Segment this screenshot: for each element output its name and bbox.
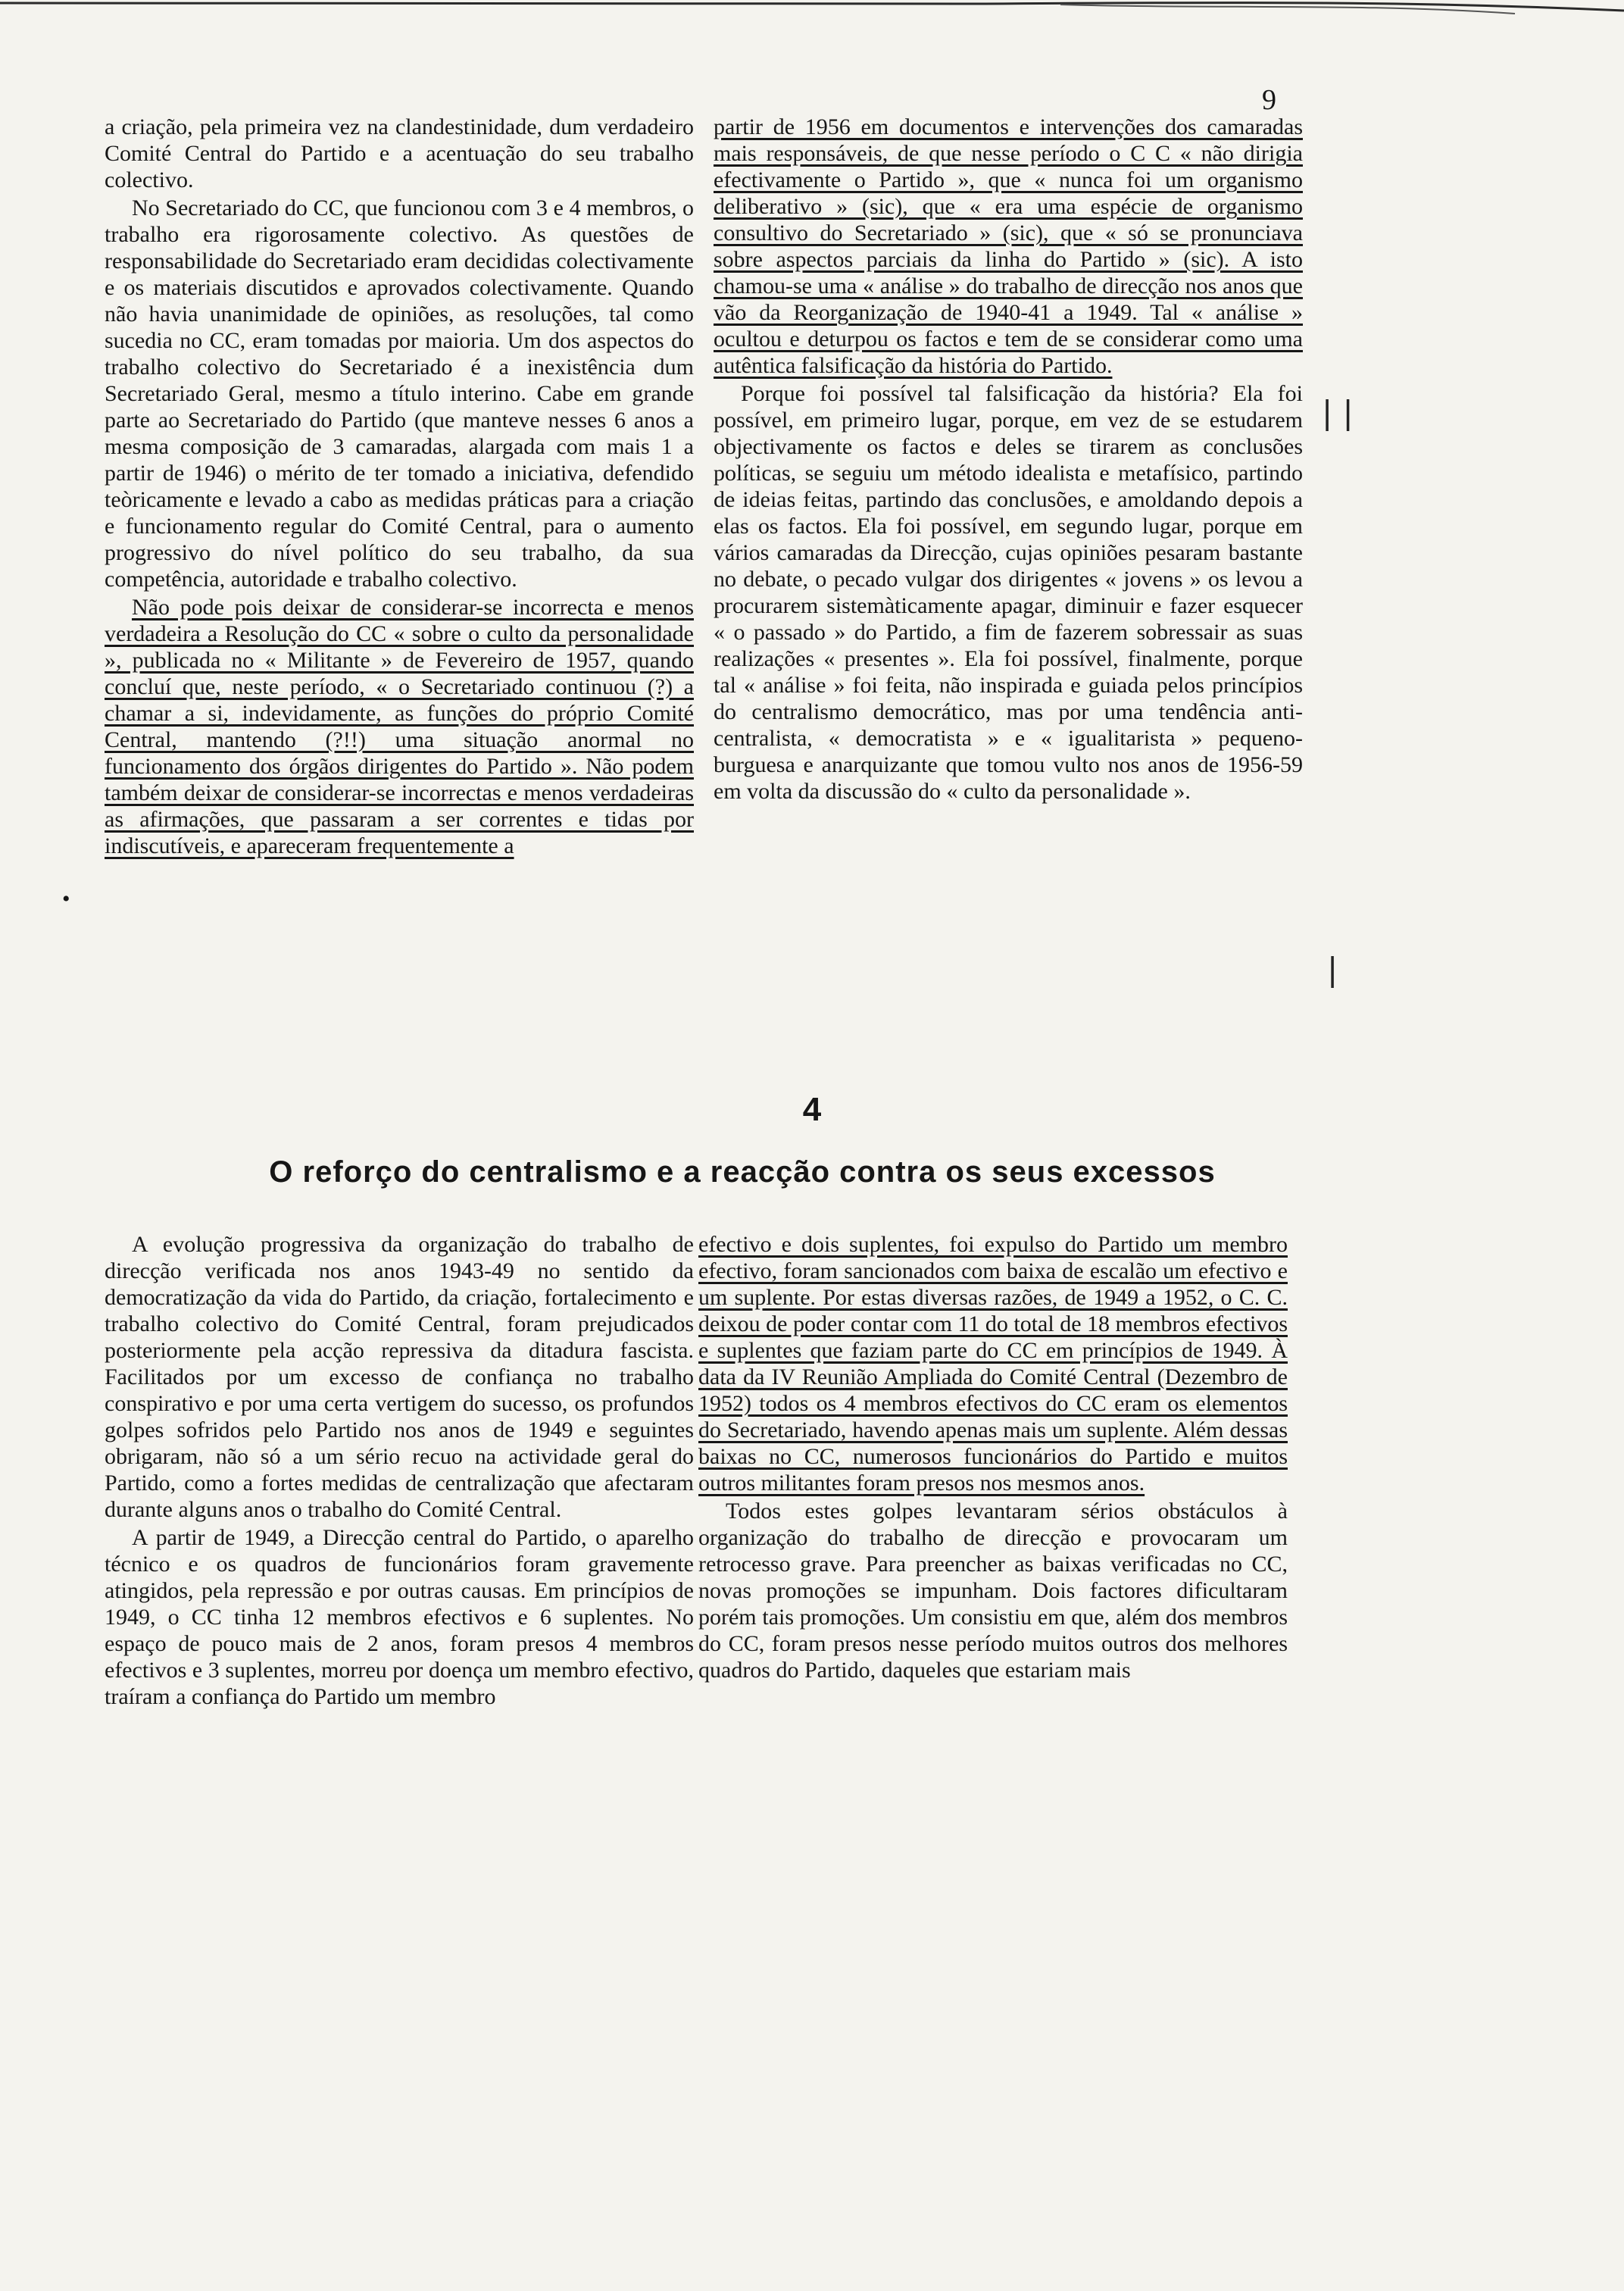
paragraph: Porque foi possível tal falsificação da história? Ela foi possível, em primeiro lugar, porque, em vez de se estudarem objectivamente os factos e deles se tirarem as conclusões políticas, se seguiu um método idealista e metafísico, partindo de ideias feitas, partindo das conclusões, e amoldando depois a elas os factos. Ela foi possível, em segundo lugar, porque em vários camaradas da Direcção, cujas opiniões pesaram bastante no debate, o pecado vulgar dos dirigentes « jovens » os levou a procurarem sistemàticamente apagar, diminuir e fazer esquecer « o passado » do Partido, a fim de fazerem sobressair as suas realizações « presentes ». Ela foi possível, finalmente, porque tal « análise » foi feita, não inspirada e guiada pelos princípios do centralismo democrático, mas por uma tendência anti-centralista, « democratista » e « igualitarista » pequeno-burguesa e anarquizante que tomou vulto nos anos de 1956-59 em volta da discussão do « culto da personalidade ». <box>714 381 1303 804</box>
paragraph: No Secretariado do CC, que funcionou com 3 e 4 membros, o trabalho era rigorosamente colectivo. As questões de responsabilidade do Secretariado eram decididas colectivamente e os materiais discutidos e aprovados colectivamente. Quando não havia unanimidade de opiniões, as resoluções, tal como sucedia no CC, eram tomadas por maioria. Um dos aspectos do trabalho colectivo do Secretariado é a inexistência dum Secretariado Geral, mesmo a título interino. Cabe em grande parte ao Secretariado do Partido (que manteve nesses 6 anos a mesma composição de 3 camaradas, alargada com mais 1 a partir de 1946) o mérito de ter tomado a iniciativa, defendido teòricamente e levado a cabo as medidas práticas para a criação e funcionamento regular do Comité Central, para o aumento progressivo do nível político do seu trabalho, da sua competência, autoridade e trabalho colectivo. <box>105 195 694 592</box>
paragraph: Todos estes golpes levantaram sérios obstáculos à organização do trabalho de direcção e provocaram um retrocesso grave. Para preencher as baixas verificadas no CC, novas promoções se impunham. Dois factores dificultaram porém tais promoções. Um consistiu em que, além dos membros do CC, foram presos nesse período muitos outros dos melhores quadros do Partido, daqueles que estariam mais <box>698 1499 1288 1683</box>
margin-mark: | <box>1327 951 1338 988</box>
paragraph: A partir de 1949, a Direcção central do Partido, o aparelho técnico e os quadros de funcionários foram gravemente atingidos, pela repressão e por outras causas. Em princípios de 1949, o CC tinha 12 membros efectivos e 6 suplentes. No espaço de pouco mais de 2 anos, foram presos 4 membros efectivos e 3 suplentes, morreu por doença um membro efectivo, traíram a confiança do Partido um membro <box>105 1525 694 1709</box>
page-number: 9 <box>1262 84 1276 116</box>
bottom-right-column <box>698 1231 1288 1683</box>
top-left-column <box>105 114 694 859</box>
paragraph-underlined: efectivo e dois suplentes, foi expulso do Partido um membro efectivo, foram sancionados com baixa de escalão um efectivo e um suplente. Por estas diversas razões, de 1949 a 1952, o C. C. deixou de poder contar com 11 do total de 18 membros efectivos e suplentes que faziam parte do CC em princípios de 1949. À data da IV Reunião Ampliada do Comité Central (Dezembro de 1952) todos os 4 membros efectivos do CC eram os elementos do Secretariado, havendo apenas mais um suplente. Além dessas baixas no CC, numerosos funcionários do Partido e muitos outros militantes foram presos nos mesmos anos. <box>698 1232 1288 1496</box>
paragraph-underlined: Não pode pois deixar de considerar-se incorrecta e menos verdadeira a Resolução do CC « sobre o culto da personalidade », publicada no « Militante » de Fevereiro de 1957, quando concluí que, neste período, « o Secretariado continuou (?) a chamar a si, indevidamente, as funções do próprio Comité Central, mantendo (?!!) uma situação anormal no funcionamento dos órgãos dirigentes do Partido ». Não podem também deixar de considerar-se incorrectas e menos verdadeiras as afirmações, que passaram a ser correntes e tidas por indiscutíveis, e apareceram frequentemente a <box>105 595 694 858</box>
margin-mark: | | <box>1322 394 1354 431</box>
paragraph-underlined: partir de 1956 em documentos e intervenções dos camaradas mais responsáveis, de que nesse período o C C « não dirigia efectivamente o Partido », que « nunca foi um organismo deliberativo » (sic), que « era uma espécie de organismo consultivo do Secretariado » (sic), que « só se pronunciava sobre aspectos parciais da linha do Partido » (sic). A isto chamou-se uma « análise » do trabalho de direcção nos anos que vão da Reorganização de 1940-41 a 1949. Tal « análise » ocultou e deturpou os factos e tem de se considerar como uma autêntica falsificação da história do Partido. <box>714 114 1303 378</box>
scan-edge-artifact <box>0 0 1624 23</box>
section-title: O reforço do centralismo e a reacção contra os seus excessos <box>269 1155 1216 1189</box>
bottom-left-column <box>105 1231 694 1710</box>
paragraph: A evolução progressiva da organização do trabalho de direcção verificada nos anos 1943-49 no sentido da democratização da vida do Partido, da criação, fortalecimento e trabalho colectivo do Comité Central, foram prejudicados posteriormente pela acção repressiva da ditadura fascista. Facilitados por um excesso de confiança no trabalho conspirativo e por uma certa vertigem do sucesso, os profundos golpes sofridos pelo Partido nos anos de 1949 e seguintes obrigaram, não só a um sério recuo na actividade geral do Partido, como a fortes medidas de centralização que afectaram durante alguns anos o trabalho do Comité Central. <box>105 1232 694 1522</box>
top-right-column <box>714 114 1303 805</box>
margin-mark: • <box>62 886 70 911</box>
section-number: 4 <box>802 1091 822 1128</box>
paragraph: a criação, pela primeira vez na clandestinidade, dum verdadeiro Comité Central do Partido e a acentuação do seu trabalho colectivo. <box>105 114 694 192</box>
